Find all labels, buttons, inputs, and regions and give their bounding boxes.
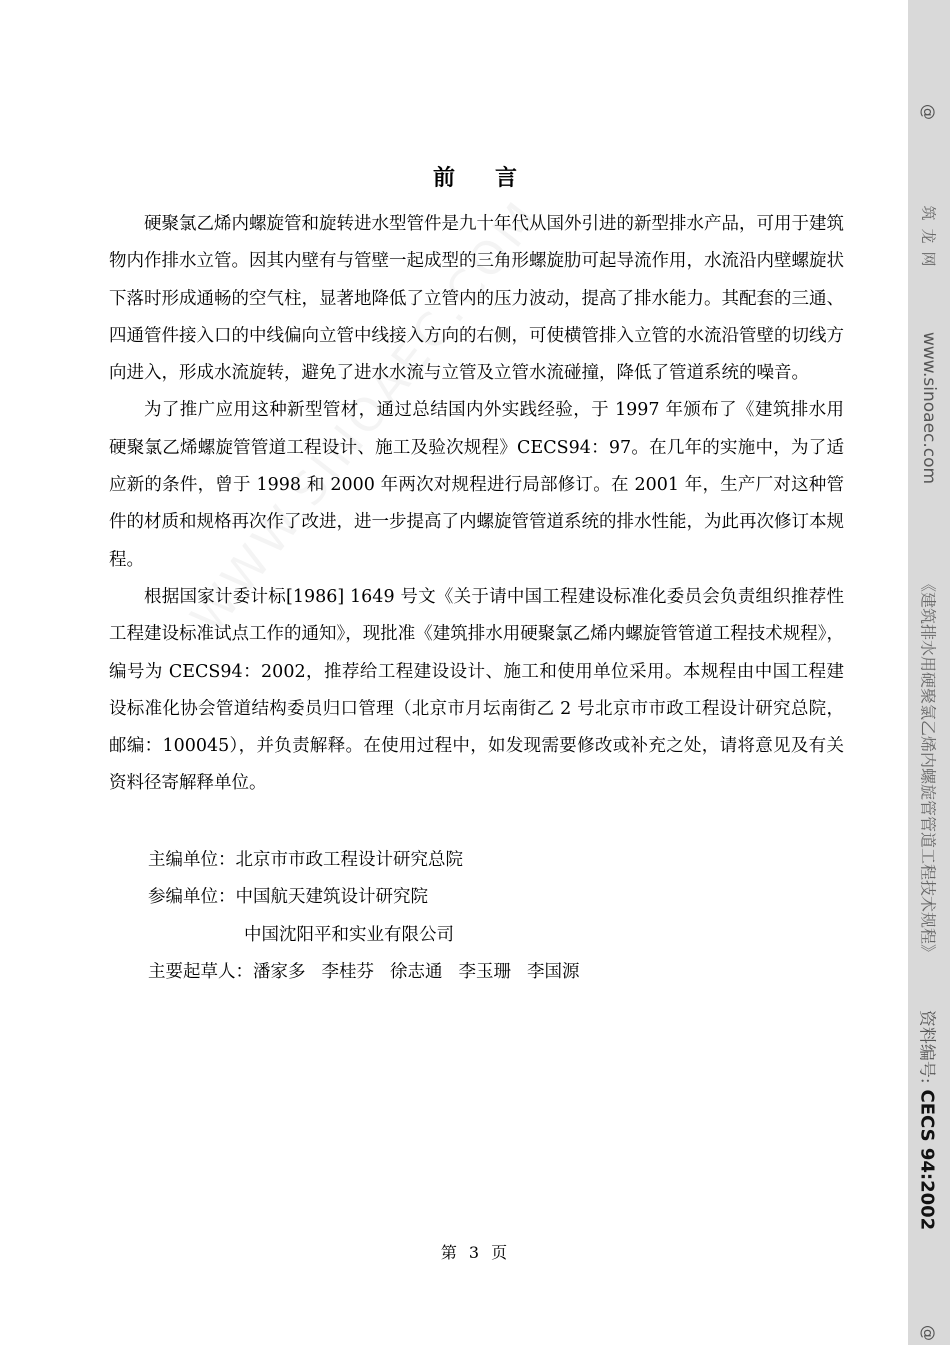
drafters-row bbox=[148, 954, 596, 991]
drafter-name: 潘家多 bbox=[253, 962, 306, 982]
at-sign-bottom: @ bbox=[919, 1325, 939, 1341]
code-value: CECS 94:2002 bbox=[916, 1089, 938, 1231]
drafter-name: 徐志通 bbox=[390, 962, 443, 982]
chief-unit-row bbox=[148, 842, 463, 879]
participating-unit-value: 中国航天建筑设计研究院 bbox=[235, 887, 428, 907]
side-site-name: 筑龙网 bbox=[919, 205, 938, 275]
participating-unit-label: 参编单位： bbox=[148, 887, 236, 907]
side-document-title: 《建筑排水用硬聚氯乙烯内螺旋管管道工程技术规程》 bbox=[918, 575, 938, 961]
paragraph: 为了推广应用这种新型管材，通过总结国内外实践经验，于 1997 年颁布了《建筑排水用硬聚氯乙烯螺旋管管道工程设计、施工及验次规程》CECS94：97。在几年的实施中，为了适应新的条件，曾于 1998 和 2000 年两次对规程进行局部修订。在 2001 年，生产厂对这种管件的材质和规格再次作了改进，进一步提高了内螺旋管管道系统的排水性能，为此再次修订本规程。 bbox=[109, 400, 844, 570]
at-sign-top: @ bbox=[919, 104, 939, 120]
participating-unit-row-2 bbox=[244, 917, 454, 954]
code-label: 资料编号: bbox=[916, 1009, 937, 1084]
body-text bbox=[109, 206, 844, 803]
page-title: 前言 bbox=[432, 166, 557, 191]
drafter-name: 李国源 bbox=[527, 962, 580, 982]
side-document-code bbox=[917, 1010, 942, 1230]
paragraph: 根据国家计委计标[1986] 1649 号文《关于请中国工程建设标准化委员会负责组织推荐性工程建设标准试点工作的通知》，现批准《建筑排水用硬聚氯乙烯内螺旋管管道工程技术规程》，编号为 CECS94：2002，推荐给工程建设设计、施工和使用单位采用。本规程由中国工程建设标准化协会管道结构委员归口管理（北京市月坛南街乙 2 号北京市市政工程设计研究总院，邮编：100045），并负责解释。在使用过程中，如发现需要修改或补充之处，请将意见及有关资料径寄解释单位。 bbox=[109, 586, 844, 794]
drafter-name: 李桂芬 bbox=[321, 962, 374, 982]
side-url: www.sinoaec.com bbox=[919, 331, 939, 485]
paragraph: 硬聚氯乙烯内螺旋管和旋转进水型管件是九十年代从国外引进的新型排水产品，可用于建筑物内作排水立管。因其内壁有与管壁一起成型的三角形螺旋肋可起导流作用，水流沿内壁螺旋状下落时形成通畅的空气柱，显著地降低了立管内的压力波动，提高了排水能力。其配套的三通、四通管件接入口的中线偏向立管中线接入方向的右侧，可使横管排入立管的水流沿管壁的切线方向进入，形成水流旋转，避免了进水水流与立管及立管水流碰撞，降低了管道系统的噪音。 bbox=[109, 214, 844, 384]
drafters-label: 主要起草人： bbox=[148, 962, 253, 982]
chief-unit-label: 主编单位： bbox=[148, 850, 236, 870]
page-number-value: 3 bbox=[468, 1243, 482, 1262]
chief-unit-value: 北京市市政工程设计研究总院 bbox=[235, 850, 463, 870]
participating-unit-row bbox=[148, 879, 428, 916]
page-prefix: 第 bbox=[440, 1243, 459, 1262]
page-suffix: 页 bbox=[491, 1243, 510, 1262]
participating-unit-value: 中国沈阳平和实业有限公司 bbox=[244, 925, 454, 945]
page-number bbox=[0, 1240, 950, 1263]
drafter-name: 李玉珊 bbox=[458, 962, 511, 982]
